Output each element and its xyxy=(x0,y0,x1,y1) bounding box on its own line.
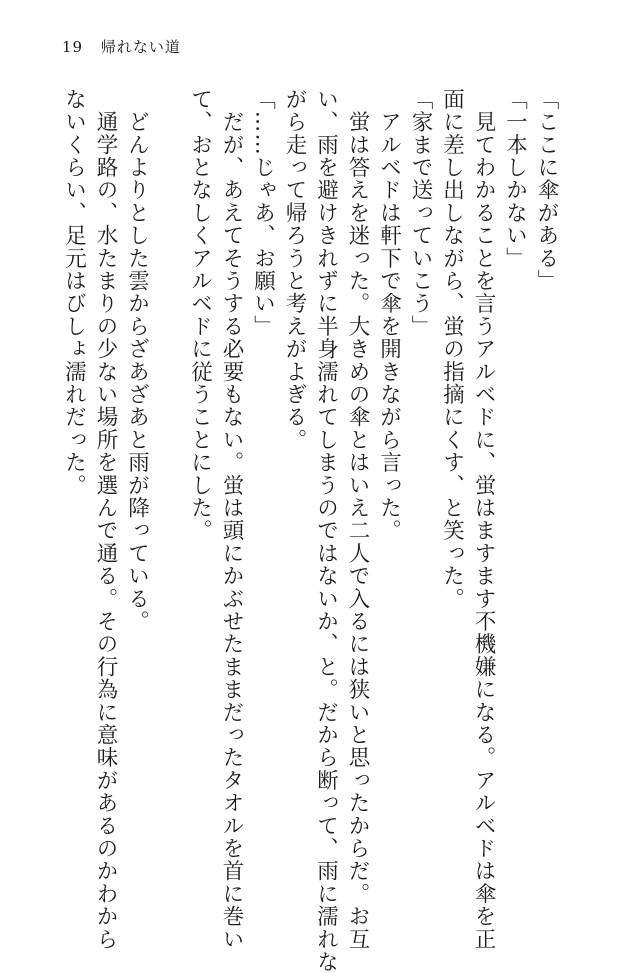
blank-line xyxy=(153,88,185,818)
text-line: アルベドは軒下で傘を開きながら言った。 xyxy=(376,88,402,542)
page-number: 19 xyxy=(62,38,84,56)
text-line: 見てわかることを言うアルベドに、蛍はますます不機嫌になる。アルベドは傘を正 xyxy=(471,88,496,951)
text-line: い、雨を避けきれずに半身濡れてしまうのではないか、と。だから断って、雨に濡れな xyxy=(313,88,339,973)
text-line: 「家まで送っていこう」 xyxy=(408,88,433,338)
text-line: 「ここに傘がある」 xyxy=(534,88,559,293)
chapter-title: 帰れない道 xyxy=(100,38,181,56)
text-line: 「一本しかない」 xyxy=(502,88,528,270)
text-line: 面に差し出しながら、蛍の指摘にくす、と笑った。 xyxy=(439,88,465,611)
text-line: 通学路の、水たまりの少ない場所を選んで通る。その行為に意味があるのかわから xyxy=(93,88,118,951)
text-line: がら走って帰ろうと考えがよぎる。 xyxy=(282,88,307,452)
running-head xyxy=(62,36,181,57)
text-line: て、おとなしくアルベドに従うことにした。 xyxy=(187,88,213,542)
text-line: どんよりとした雲からざあざあと雨が降っている。 xyxy=(124,88,150,633)
text-line: 「……じゃあ、お願い」 xyxy=(250,88,276,338)
text-line: 蛍は答えを迷った。大きめの傘とはいえ二人で入るには狭いと思ったからだ。お互 xyxy=(345,88,370,951)
vertical-text-body xyxy=(61,88,562,973)
text-line: だが、あえてそうする必要もない。蛍は頭にかぶせたままだったタオルを首に巻い xyxy=(219,88,244,951)
text-line: ないくらい、足元はびしょ濡れだった。 xyxy=(61,88,87,497)
